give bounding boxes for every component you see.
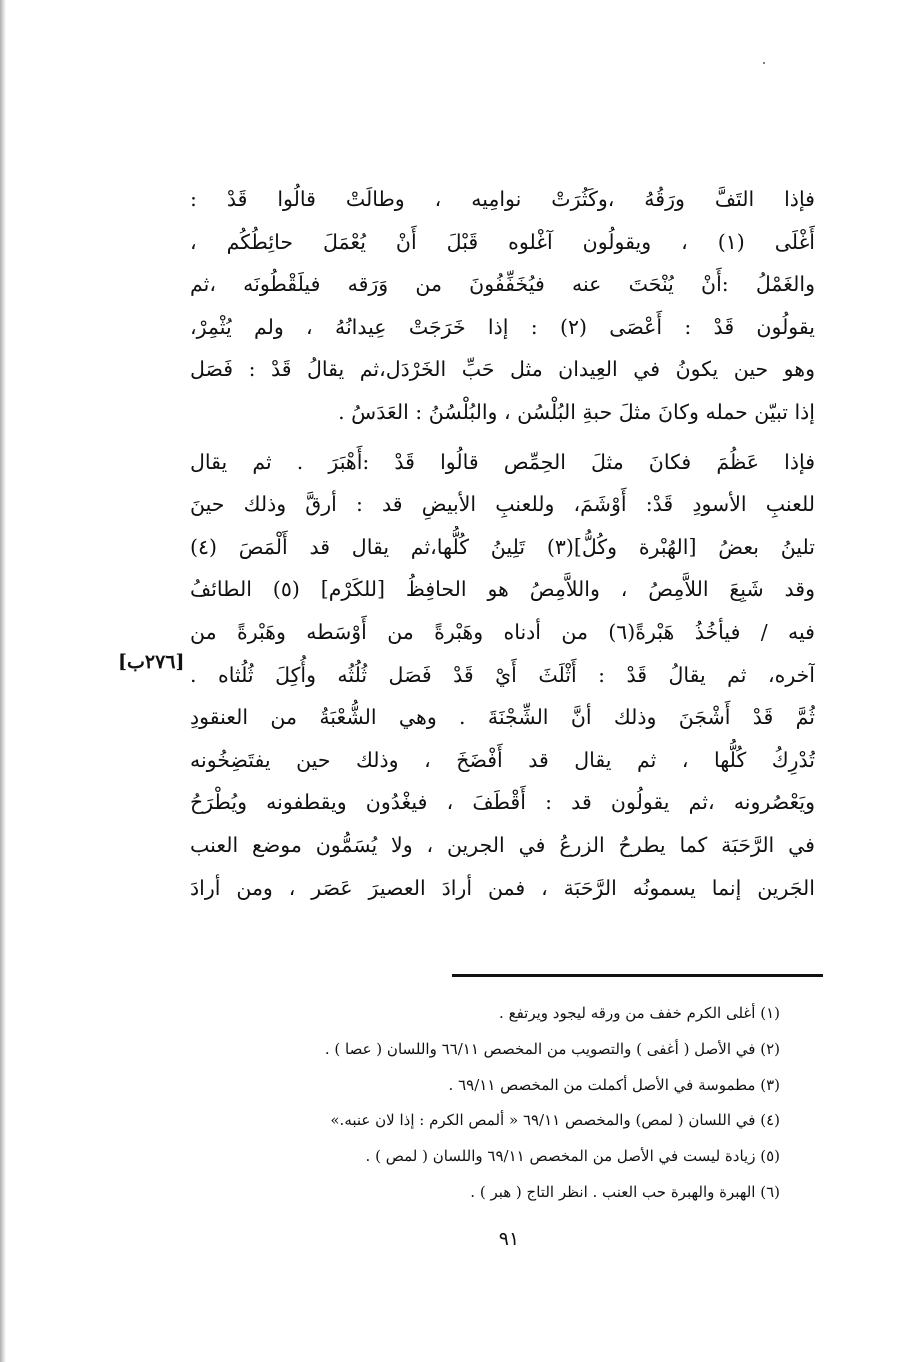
text-line: والغَمْلُ :أَنْ يُنْحَتَ عنه فيُخَفِّفُونَ من وَرَقه فيلَقْطُونَه ،ثم	[190, 272, 815, 297]
text-line: إذا تبيّن حمله وكانَ مثلَ حبةِ البُلْسُن ، والبُلْسُنُ : العَدَسُ .	[338, 399, 815, 424]
footnote: (٥) زيادة ليست في الأصل من المخصص ٦٩/١١ واللسان ( لمص ) .	[365, 1147, 780, 1166]
text-line: تلينُ بعضُ [الهُبْرة وكُلُّ](٣) تَلِينُ كُلُّها،ثم يقال قد أَلْمَصَ (٤)	[190, 534, 815, 559]
text-line: في الرَّحَبَة كما يطرحُ الزرعُ في الجرين ، ولا يُسَمُّون موضع العنب	[190, 832, 815, 857]
text-line: وهو حين يكونُ في العِيدان مثل حَبِّ الخَرْدَل،ثم يقالُ قَدْ : فَصَل	[190, 357, 815, 382]
text-line: يقولُون قَدْ : أَعْصَى (٢) : إذا خَرَجَتْ عِيدانُهُ ، ولم يُثْمِرْ،	[190, 314, 815, 339]
text-line: ويَعْصُرونه ،ثم يقولُون قد : أَقْطَفَ ، فيغْدُون ويقطفونه ويُطْرَحُ	[190, 790, 815, 815]
footnotes	[190, 996, 780, 1211]
text-line: فيه / فيأخُذُ هَبْرةً(٦) من أدناه وهَبْرةً من أَوْسَطه وهَبْرةً من	[190, 619, 815, 644]
paragraph-gap	[190, 434, 815, 441]
text-line: فإذا عَظُمَ فكانَ مثلَ الحِمِّص قالُوا قَدْ :أَهْبَرَ . ثم يقال	[190, 449, 815, 474]
footnote: (١) أغلى الكرم خفف من ورقه ليجود ويرتفع .	[499, 1004, 780, 1022]
text-line: آخره، ثم يقالُ قَدْ : أَثْلَثَ أَيْ قَدْ فَصَل ثُلُثُه وأُكِلَ ثُلُثاه .	[190, 662, 815, 687]
text-line: للعنبِ الأسودِ قَدْ: أَوْشَمَ، وللعنبِ الأبيضِ قد : أرقَّ وذلك حينَ	[190, 492, 815, 517]
paragraph-1	[190, 178, 815, 434]
text-line: وقد شَبِعَ اللاَّمِصُ ، واللاَّمِصُ هو الحافِظُ [للكَرْم] (٥) الطائفُ	[190, 577, 815, 602]
main-text	[190, 178, 815, 909]
footnote-divider	[452, 974, 823, 977]
margin-folio-note: [٢٧٦ب]	[118, 651, 185, 673]
scan-speck	[763, 62, 765, 64]
page-number: ٩١	[498, 1228, 520, 1250]
footnote: (٣) مطموسة في الأصل أكملت من المخصص ٦٩/١١ .	[448, 1075, 780, 1094]
text-line: أَغْلَى (١) ، ويقولُون آغْلوه قَبْلَ أَنْ يُعْمَلَ حائِطُكُم ،	[190, 229, 815, 254]
text-line: فإذا التَفَّ ورَقُهُ ،وكَثُرَتْ نوامِيه ، وطالَتْ قالُوا قَدْ :	[190, 187, 815, 211]
text-line: الجَرين إنما يسمونُه الرَّحَبَة ، فمن أرادَ العصيرَ عَصَر ، ومن أرادَ	[190, 875, 815, 900]
text-line: تُدْرِكُ كُلُّها ، ثم يقال قد أَفْضَخَ ، وذلك حين يفتَضِخُونه	[190, 747, 815, 772]
page-scan-edge	[0, 0, 6, 1362]
footnote: (٦) الهبرة والهبرة حب العنب . انظر التاج ( هبر ) .	[470, 1182, 780, 1201]
footnote: (٤) في اللسان ( لمص) والمخصص ٦٩/١١ « ألمص الكرم : إذا لان عنبه.»	[330, 1111, 780, 1130]
paragraph-2	[190, 441, 815, 910]
text-line: ثُمَّ قَدْ أَشْجَنَ وذلك أنَّ الشِّجْنَةَ . وهي الشُّعْبَةُ من العنقودِ	[190, 705, 815, 730]
footnote: (٢) في الأصل ( أغفى ) والتصويب من المخصص ٦٦/١١ واللسان ( عصا ) .	[324, 1039, 780, 1058]
